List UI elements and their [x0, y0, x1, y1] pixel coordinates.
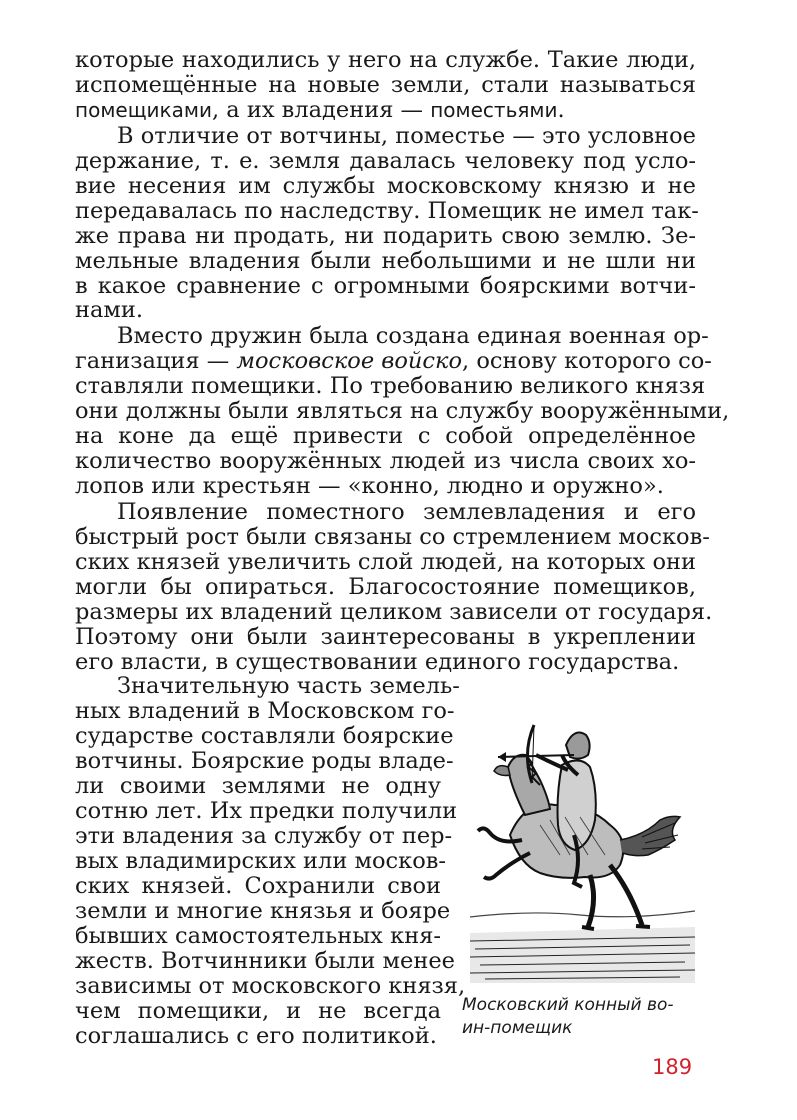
- text-line: мельные владения были небольшими и не шли ни: [75, 248, 696, 274]
- figure-caption: [462, 994, 702, 1040]
- term: поместьями: [430, 98, 558, 122]
- text-line: передавалась по наследству. Помещик не имел так-: [75, 198, 699, 224]
- text-line: которые находились у него на службе. Такие люди,: [75, 47, 696, 73]
- text-line: [75, 348, 712, 374]
- text-line: чем помещики, и не всегда: [75, 998, 441, 1024]
- figure-caption-line: ин-помещик: [462, 1018, 573, 1038]
- text-line: вотчины. Боярские роды владе-: [75, 748, 454, 774]
- horseman-archer-icon: [470, 705, 695, 983]
- text-line: Вместо дружин была создана единая военная ор-: [117, 323, 709, 349]
- text-line: земли и многие князья и бояре: [75, 898, 451, 924]
- text-line: зависимы от московского князя,: [75, 973, 466, 999]
- text-span: , а их владения —: [211, 97, 431, 123]
- emphasis: московское войско: [236, 348, 463, 374]
- text-line: на коне да ещё привести с собой определённое: [75, 423, 696, 449]
- text-line: сударстве составляли боярские: [75, 723, 454, 749]
- text-span: ганизация —: [75, 348, 237, 374]
- text-line: в какое сравнение с огромными боярскими вотчи-: [75, 273, 696, 299]
- text-line: жеств. Вотчинники были менее: [75, 948, 455, 974]
- text-line: испомещённые на новые земли, стали называться: [75, 72, 696, 98]
- text-line: быстрый рост были связаны со стремлением москов-: [75, 524, 710, 550]
- text-line: ских князей увеличить слой людей, на которых они: [75, 549, 696, 575]
- page-number: 189: [652, 1055, 693, 1079]
- text-line: могли бы опираться. Благосостояние помещиков,: [75, 574, 696, 600]
- mounted-archer-illustration: [470, 705, 695, 983]
- figure-caption-line: Московский конный во-: [462, 995, 674, 1015]
- text-line: лопов или крестьян — «конно, людно и оружно».: [75, 473, 664, 499]
- text-span: , основу которого со-: [462, 348, 712, 374]
- text-line: В отличие от вотчины, поместье — это условное: [117, 123, 696, 149]
- text-line: вие несения им службы московскому князю и не: [75, 173, 696, 199]
- text-line: же права ни продать, ни подарить свою землю. Зе-: [75, 223, 696, 249]
- text-line: Поэтому они были заинтересованы в укреплении: [75, 624, 696, 650]
- text-line: размеры их владений целиком зависели от государя.: [75, 599, 713, 625]
- text-line: ли своими землями не одну: [75, 773, 441, 799]
- text-line: ставляли помещики. По требованию великого князя: [75, 373, 706, 399]
- text-line: его власти, в существовании единого государства.: [75, 649, 680, 675]
- text-line: держание, т. е. земля давалась человеку под усло-: [75, 148, 696, 174]
- text-line: ских князей. Сохранили свои: [75, 873, 441, 899]
- text-span: .: [557, 97, 565, 123]
- text-line: они должны были являться на службу вооружёнными,: [75, 398, 730, 424]
- text-line: Появление поместного землевладения и его: [117, 499, 696, 525]
- text-line: Значительную часть земель-: [117, 673, 460, 699]
- text-line: сотню лет. Их предки получили: [75, 798, 458, 824]
- text-line: эти владения за службу от пер-: [75, 823, 453, 849]
- text-line: нами.: [75, 297, 144, 323]
- text-line: соглашались с его политикой.: [75, 1023, 437, 1049]
- text-line: вых владимирских или москов-: [75, 848, 447, 874]
- text-line: ных владений в Московском го-: [75, 698, 455, 724]
- text-line: бывших самостоятельных кня-: [75, 923, 441, 949]
- text-line: [75, 98, 696, 122]
- term: помещиками: [75, 98, 212, 122]
- text-line: количество вооружённых людей из числа своих хо-: [75, 448, 696, 474]
